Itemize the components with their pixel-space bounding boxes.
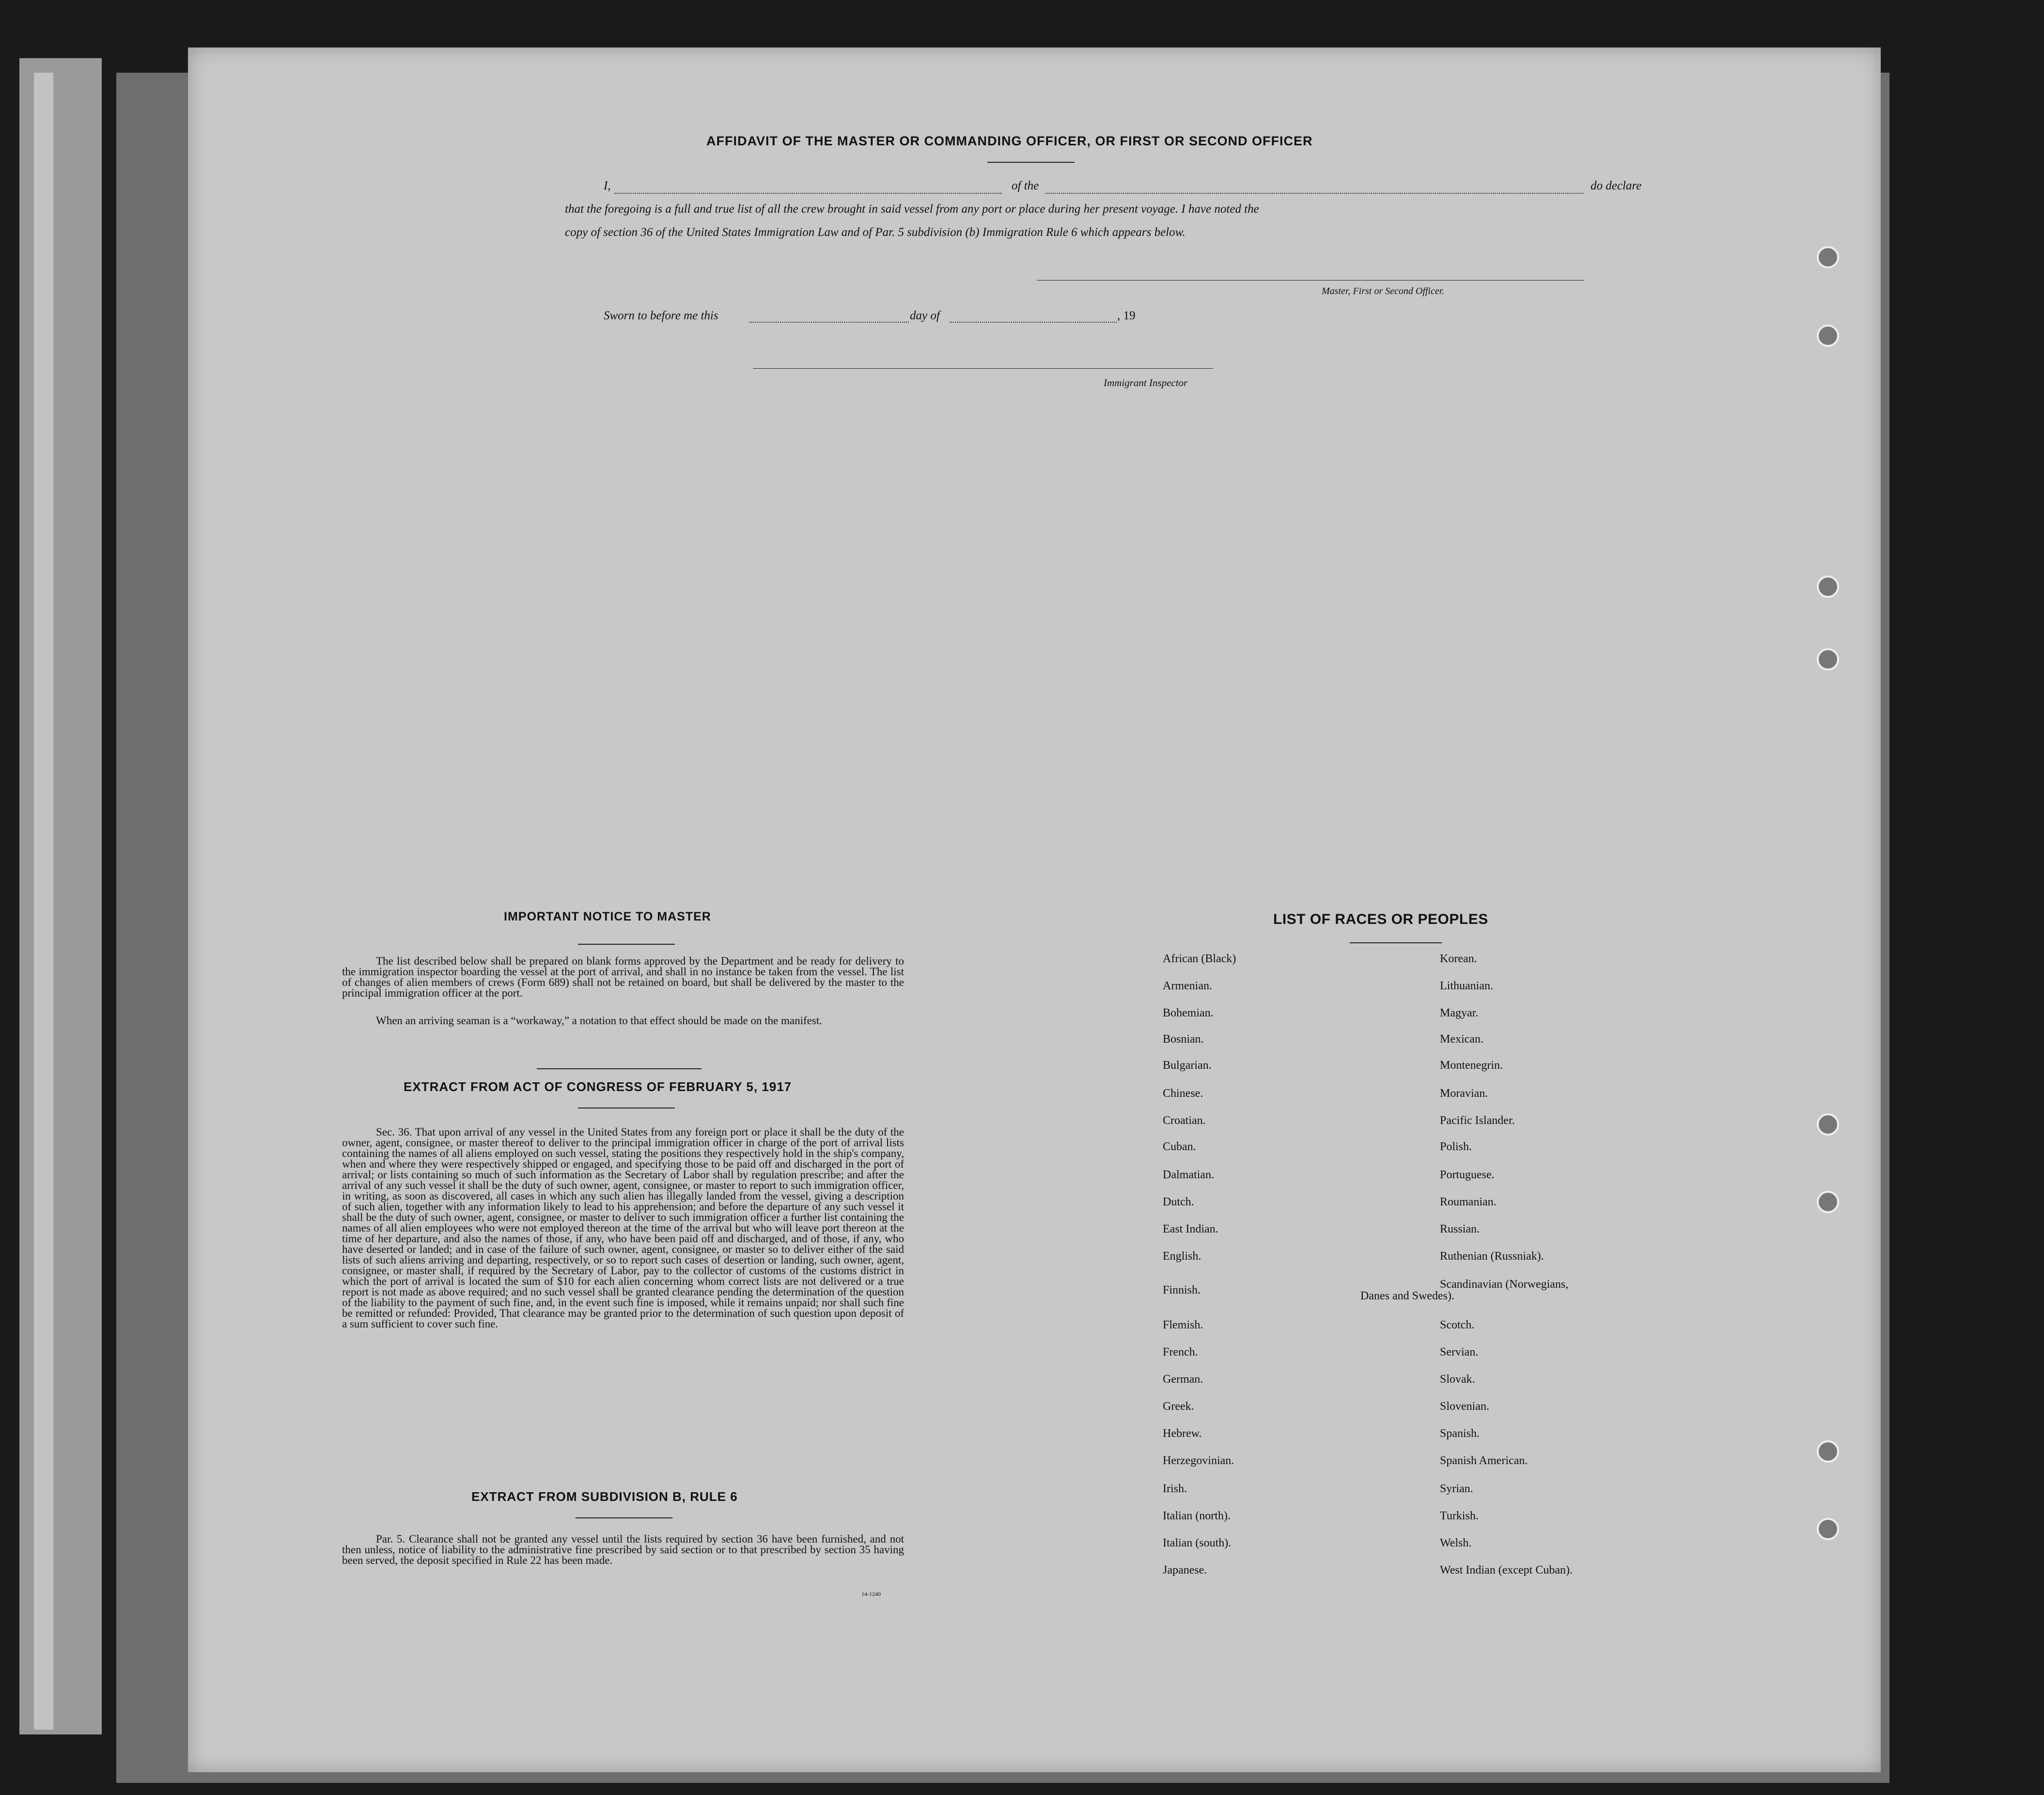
affidavit-i: I, xyxy=(604,179,611,192)
vessel-blank[interactable] xyxy=(1045,193,1583,194)
notice-paragraph-1: The list described below shall be prepared on blank forms approved by the Department and be ready for delivery to the immigration inspector boarding the vessel at the port of arrival, and shall in no instance be taken from the vessel. The list of changes of alien members of crews (Form 689) shall not be retained on board, but shall be delivered by the master to the principal immigration officer at the port. xyxy=(342,955,904,999)
notice-paragraph-2: When an arriving seaman is a “workaway,” a notation to that effect should be made on the manifest. xyxy=(376,1015,822,1027)
punch-hole xyxy=(1817,1440,1839,1463)
race-item-left: Hebrew. xyxy=(1163,1427,1202,1440)
binder-strip-left xyxy=(19,58,102,1734)
race-item-right: Magyar. xyxy=(1440,1007,1479,1019)
race-item-left: French. xyxy=(1163,1346,1198,1358)
race-item-left: Chinese. xyxy=(1163,1087,1203,1100)
form-sheet xyxy=(188,47,1881,1772)
race-item-right: Roumanian. xyxy=(1440,1196,1497,1208)
race-item-right: Slovak. xyxy=(1440,1373,1475,1386)
extract-rule-text: Par. 5. Clearance shall not be granted any vessel until the lists required by section 36 have been furnished, and not then unless, notice of liability to the administrative fine prescribed by said section or to that prescribed by section 35 having been served, the deposit specified in Rule 22 has been made. xyxy=(342,1533,904,1566)
divider xyxy=(1350,942,1442,943)
inspector-line[interactable] xyxy=(753,368,1213,369)
sworn-day-blank[interactable] xyxy=(749,322,909,323)
race-item-right: Korean. xyxy=(1440,952,1477,965)
race-item-left: Italian (south). xyxy=(1163,1537,1232,1549)
punch-hole xyxy=(1817,1518,1839,1540)
divider xyxy=(576,1517,672,1518)
race-item-right: Portuguese. xyxy=(1440,1169,1495,1181)
race-item-right: Mexican. xyxy=(1440,1033,1483,1046)
race-item-left: German. xyxy=(1163,1373,1203,1386)
punch-hole xyxy=(1817,325,1839,347)
race-item-right: Scotch. xyxy=(1440,1319,1475,1331)
signer-label: Master, First or Second Officer. xyxy=(1322,286,1445,297)
race-item-left: Italian (north). xyxy=(1163,1510,1231,1522)
race-item-left: Japanese. xyxy=(1163,1564,1207,1576)
affidavit-declare: do declare xyxy=(1591,179,1642,192)
race-item-left: Greek. xyxy=(1163,1400,1194,1413)
race-item-right: Servian. xyxy=(1440,1346,1479,1358)
signature-line[interactable] xyxy=(1037,280,1584,281)
punch-hole xyxy=(1817,1191,1839,1213)
affidavit-of-the: of the xyxy=(1012,179,1039,192)
punch-hole xyxy=(1817,1113,1839,1136)
race-item-right: Turkish. xyxy=(1440,1510,1479,1522)
inspector-label: Immigrant Inspector xyxy=(1104,377,1188,389)
race-item-left: East Indian. xyxy=(1163,1223,1218,1235)
race-item-left: Dutch. xyxy=(1163,1196,1194,1208)
race-item-right: Moravian. xyxy=(1440,1087,1488,1100)
year-prefix: , 19 xyxy=(1117,309,1136,322)
race-item-right: Scandinavian (Norwegians, xyxy=(1440,1278,1569,1291)
notice-title: IMPORTANT NOTICE TO MASTER xyxy=(504,910,711,923)
race-item-right: Syrian. xyxy=(1440,1483,1473,1495)
race-item-left: African (Black) xyxy=(1163,952,1236,965)
punch-hole xyxy=(1817,246,1839,268)
race-item-left: Croatian. xyxy=(1163,1114,1206,1127)
race-item-left: Irish. xyxy=(1163,1483,1187,1495)
extract-rule-title: EXTRACT FROM SUBDIVISION B, RULE 6 xyxy=(471,1489,738,1504)
name-blank[interactable] xyxy=(614,193,1002,194)
race-item-right: Polish. xyxy=(1440,1140,1472,1153)
race-item-right: Pacific Islander. xyxy=(1440,1114,1515,1127)
race-item-right: Lithuanian. xyxy=(1440,980,1493,992)
race-item-left: Bosnian. xyxy=(1163,1033,1204,1046)
month-blank[interactable] xyxy=(950,322,1117,323)
extract-act-text: Sec. 36. That upon arrival of any vessel in the United States from any foreign port or place it shall be the duty of the owner, agent, consignee, or master thereof to deliver to the principal immigration officer in charge of the port of arrival lists containing the names of all aliens employed on such vessel, stating the positions they respectively hold in the ship's company, when and where they were respectively shipped or engaged, and specifying those to be paid off and discharged in the port of arrival; or lists containing so much of such information as the Secretary of Labor shall by regulation prescribe; and after the arrival of any such vessel it shall be the duty of such owner, agent, consignee, or master to report to such immigration officer, in writing, as soon as discovered, all cases in which any such alien has illegally landed from the vessel, giving a description of such alien, together with any information likely to lead to his apprehension; and before the departure of any such vessel it shall be the duty of such owner, agent, consignee, or master to deliver to such immigration officer a further list containing the names of all alien employees who were not employed thereon at the time of the arrival but who will leave port thereon at the time of her departure, and also the names of those, if any, who have been paid off and discharged, and of those, if any, who have deserted or landed; and in case of the failure of such owner, agent, consignee, or master so to deliver either of the said lists of such aliens arriving and departing, respectively, or so to report such cases of desertion or landing, such owner, agent, consignee, or master shall, if required by the Secretary of Labor, pay to the collector of customs of the customs district in which the port of arrival is located the sum of $10 for each alien concerning whom correct lists are not delivered or a true report is not made as above required; and no such vessel shall be granted clearance pending the determination of the question of the liability to the payment of such fine, and, in the event such fine is imposed, while it remains unpaid; nor shall such fine be remitted or refunded: Provided, That clearance may be granted prior to the determination of such question upon deposit of a sum sufficient to cover such fine. xyxy=(342,1126,904,1330)
race-item-left: Bohemian. xyxy=(1163,1007,1214,1019)
race-item-left: Bulgarian. xyxy=(1163,1059,1212,1072)
race-item-left: Flemish. xyxy=(1163,1319,1203,1331)
divider xyxy=(537,1068,702,1069)
race-item-left: Herzegovinian. xyxy=(1163,1454,1234,1467)
race-item-left: Cuban. xyxy=(1163,1140,1196,1153)
race-item-right: Welsh. xyxy=(1440,1537,1472,1549)
sworn-text: Sworn to before me this xyxy=(604,309,718,322)
race-item-right: Slovenian. xyxy=(1440,1400,1489,1413)
affidavit-line3: copy of section 36 of the United States Immigration Law and of Par. 5 subdivision (b) Immigration Rule 6 which appears below. xyxy=(565,226,1186,239)
divider xyxy=(578,944,675,945)
divider xyxy=(987,162,1075,163)
affidavit-title: AFFIDAVIT OF THE MASTER OR COMMANDING OFFICER, OR FIRST OR SECOND OFFICER xyxy=(706,134,1313,148)
punch-hole xyxy=(1817,648,1839,671)
day-of-text: day of xyxy=(910,309,940,322)
races-title: LIST OF RACES OR PEOPLES xyxy=(1273,911,1488,927)
affidavit-line2: that the foregoing is a full and true list of all the crew brought in said vessel from any port or place during her present voyage. I have noted the xyxy=(565,203,1259,216)
extract-act-title: EXTRACT FROM ACT OF CONGRESS OF FEBRUARY 5, 1917 xyxy=(404,1079,792,1094)
race-item-right: Ruthenian (Russniak). xyxy=(1440,1250,1544,1263)
race-item-right: Russian. xyxy=(1440,1223,1480,1235)
race-item-left: Armenian. xyxy=(1163,980,1212,992)
race-item-right: West Indian (except Cuban). xyxy=(1440,1564,1573,1576)
race-item-right: Spanish American. xyxy=(1440,1454,1528,1467)
race-item-left: English. xyxy=(1163,1250,1201,1263)
race-item-left: Finnish. xyxy=(1163,1284,1201,1296)
form-number: 14-1240 xyxy=(861,1591,881,1597)
race-item-right: Spanish. xyxy=(1440,1427,1480,1440)
race-item-left: Dalmatian. xyxy=(1163,1169,1214,1181)
race-item-right: Montenegrin. xyxy=(1440,1059,1503,1072)
race-right-scandinavian-cont: Danes and Swedes). xyxy=(1360,1290,1454,1302)
binder-strip-edge xyxy=(34,73,53,1730)
punch-hole xyxy=(1817,576,1839,598)
